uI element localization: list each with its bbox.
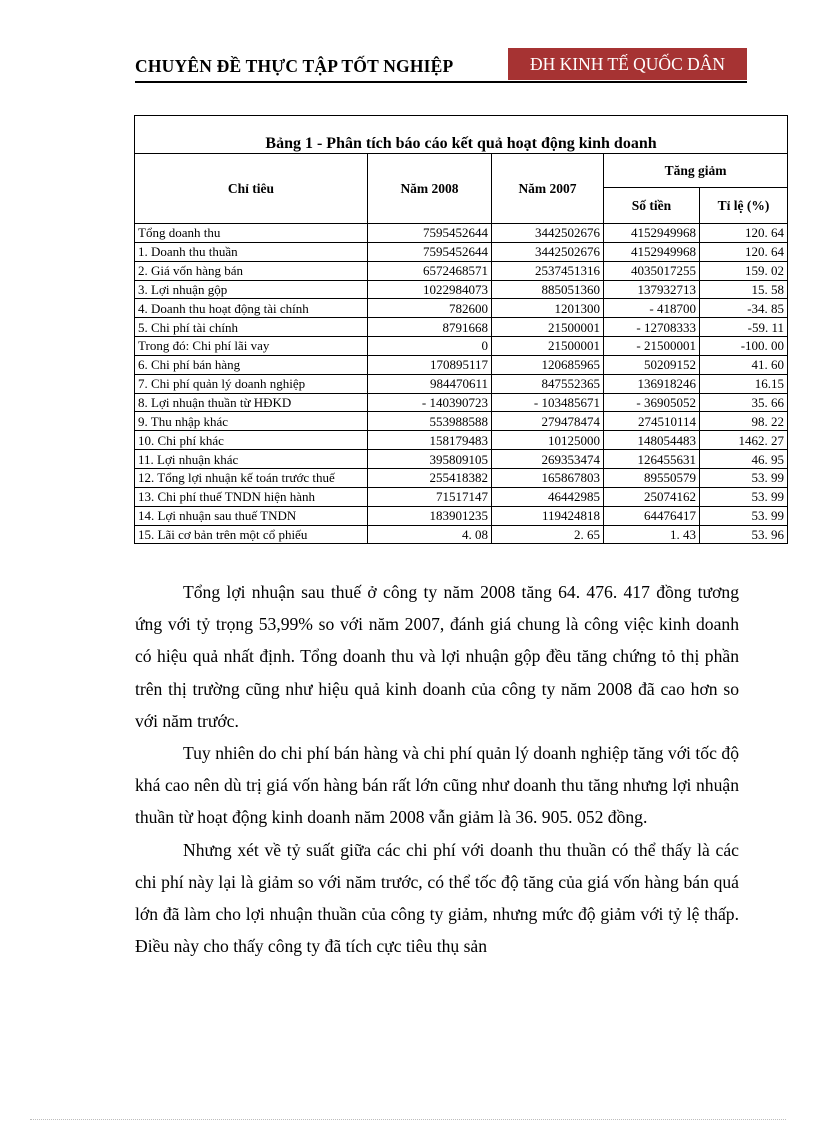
cell-amount: 126455631	[604, 450, 700, 469]
row-label: Trong đó: Chi phí lãi vay	[135, 337, 368, 356]
page-bottom-dotted-line	[30, 1119, 786, 1120]
table-row	[135, 318, 788, 337]
cell-2007: 165867803	[492, 468, 604, 487]
table-row	[135, 525, 788, 544]
header-university-badge: ĐH KINH TẾ QUỐC DÂN	[508, 48, 747, 80]
row-label: 1. Doanh thu thuần	[135, 242, 368, 261]
cell-2008: 984470611	[368, 374, 492, 393]
cell-2007: 119424818	[492, 506, 604, 525]
row-label: 10. Chi phí khác	[135, 431, 368, 450]
row-label: 2. Giá vốn hàng bán	[135, 261, 368, 280]
row-label: 13. Chi phí thuế TNDN hiện hành	[135, 487, 368, 506]
cell-2008: 158179483	[368, 431, 492, 450]
table-row	[135, 487, 788, 506]
cell-amount: 4152949968	[604, 224, 700, 243]
cell-2007: 21500001	[492, 318, 604, 337]
cell-amount: 4035017255	[604, 261, 700, 280]
table-row	[135, 261, 788, 280]
cell-amount: 25074162	[604, 487, 700, 506]
table-row	[135, 337, 788, 356]
cell-ratio: 15. 58	[700, 280, 788, 299]
row-label: 9. Thu nhập khác	[135, 412, 368, 431]
cell-2008: 395809105	[368, 450, 492, 469]
cell-2008: 4. 08	[368, 525, 492, 544]
header-year-2007: Năm 2007	[492, 154, 604, 224]
header-thesis-title: CHUYÊN ĐỀ THỰC TẬP TỐT NGHIỆP	[135, 56, 454, 76]
cell-2007: 3442502676	[492, 242, 604, 261]
row-label: 6. Chi phí bán hàng	[135, 355, 368, 374]
table-row	[135, 280, 788, 299]
cell-2007: 885051360	[492, 280, 604, 299]
row-label: 5. Chi phí tài chính	[135, 318, 368, 337]
header-amount: Số tiền	[604, 188, 700, 224]
cell-ratio: 53. 99	[700, 487, 788, 506]
cell-2008: 7595452644	[368, 242, 492, 261]
cell-ratio: 53. 99	[700, 468, 788, 487]
cell-2007: 2537451316	[492, 261, 604, 280]
cell-amount: 89550579	[604, 468, 700, 487]
cell-amount: 274510114	[604, 412, 700, 431]
cell-2008: 1022984073	[368, 280, 492, 299]
cell-amount: 50209152	[604, 355, 700, 374]
cell-amount: - 21500001	[604, 337, 700, 356]
table-row	[135, 224, 788, 243]
cell-amount: - 36905052	[604, 393, 700, 412]
cell-amount: 136918246	[604, 374, 700, 393]
row-label: 8. Lợi nhuận thuần từ HĐKD	[135, 393, 368, 412]
header-year-2008: Năm 2008	[368, 154, 492, 224]
table-row	[135, 299, 788, 318]
cell-2008: 71517147	[368, 487, 492, 506]
table-row	[135, 242, 788, 261]
cell-2007: 269353474	[492, 450, 604, 469]
header-change: Tăng giảm	[604, 154, 788, 188]
cell-2008: - 140390723	[368, 393, 492, 412]
cell-ratio: -59. 11	[700, 318, 788, 337]
cell-amount: 148054483	[604, 431, 700, 450]
cell-ratio: 53. 99	[700, 506, 788, 525]
row-label: 4. Doanh thu hoạt động tài chính	[135, 299, 368, 318]
cell-ratio: 120. 64	[700, 224, 788, 243]
cell-2007: 1201300	[492, 299, 604, 318]
table-row	[135, 355, 788, 374]
cell-2008: 0	[368, 337, 492, 356]
analysis-text	[135, 576, 739, 962]
row-label: 12. Tổng lợi nhuận kế toán trước thuế	[135, 468, 368, 487]
table-row	[135, 393, 788, 412]
cell-2007: 10125000	[492, 431, 604, 450]
cell-2007: 847552365	[492, 374, 604, 393]
table-title: Bảng 1 - Phân tích báo cáo kết quả hoạt động kinh doanh	[135, 116, 788, 154]
cell-amount: 137932713	[604, 280, 700, 299]
row-label: Tổng doanh thu	[135, 224, 368, 243]
page-header	[135, 48, 747, 82]
cell-2008: 7595452644	[368, 224, 492, 243]
cell-amount: 1. 43	[604, 525, 700, 544]
cell-ratio: 53. 96	[700, 525, 788, 544]
table-row	[135, 412, 788, 431]
cell-2008: 255418382	[368, 468, 492, 487]
table-row	[135, 450, 788, 469]
row-label: 3. Lợi nhuận gộp	[135, 280, 368, 299]
table-row	[135, 374, 788, 393]
row-label: 7. Chi phí quản lý doanh nghiệp	[135, 374, 368, 393]
cell-ratio: 41. 60	[700, 355, 788, 374]
cell-ratio: 1462. 27	[700, 431, 788, 450]
cell-2007: 279478474	[492, 412, 604, 431]
cell-ratio: 159. 02	[700, 261, 788, 280]
cell-2008: 183901235	[368, 506, 492, 525]
cell-2007: 120685965	[492, 355, 604, 374]
table-row	[135, 468, 788, 487]
row-label: 11. Lợi nhuận khác	[135, 450, 368, 469]
row-label: 15. Lãi cơ bản trên một cổ phiếu	[135, 525, 368, 544]
cell-ratio: 35. 66	[700, 393, 788, 412]
cell-ratio: 98. 22	[700, 412, 788, 431]
row-label: 14. Lợi nhuận sau thuế TNDN	[135, 506, 368, 525]
cell-2008: 6572468571	[368, 261, 492, 280]
paragraph-2: Tuy nhiên do chi phí bán hàng và chi phí quản lý doanh nghiệp tăng với tốc độ khá cao nên dù trị giá vốn hàng bán rất lớn cũng như doanh thu tăng nhưng lợi nhuận thuần từ hoạt động kinh doanh năm 2008 vẫn giảm là 36. 905. 052 đồng.	[135, 743, 739, 828]
cell-2008: 782600	[368, 299, 492, 318]
cell-ratio: 120. 64	[700, 242, 788, 261]
header-ratio: Tỉ lệ (%)	[700, 188, 788, 224]
table-row	[135, 506, 788, 525]
cell-2007: 2. 65	[492, 525, 604, 544]
cell-2008: 8791668	[368, 318, 492, 337]
business-results-table	[134, 115, 788, 544]
header-item: Chỉ tiêu	[135, 154, 368, 224]
cell-ratio: 16.15	[700, 374, 788, 393]
cell-amount: - 12708333	[604, 318, 700, 337]
cell-ratio: -34. 85	[700, 299, 788, 318]
cell-2008: 170895117	[368, 355, 492, 374]
cell-ratio: -100. 00	[700, 337, 788, 356]
paragraph-1: Tổng lợi nhuận sau thuế ở công ty năm 2008 tăng 64. 476. 417 đồng tương ứng với tỷ trọng 53,99% so với năm 2007, đánh giá chung là công việc kinh doanh có hiệu quả nhất định. Tổng doanh thu và lợi nhuận gộp đều tăng chứng tỏ thị phần trên thị trường cũng như hiệu quả kinh doanh của công ty năm 2008 đã cao hơn so với năm trước.	[135, 582, 739, 731]
cell-amount: - 418700	[604, 299, 700, 318]
cell-amount: 64476417	[604, 506, 700, 525]
cell-2007: 3442502676	[492, 224, 604, 243]
table-row	[135, 431, 788, 450]
cell-ratio: 46. 95	[700, 450, 788, 469]
cell-amount: 4152949968	[604, 242, 700, 261]
header-divider	[135, 81, 747, 83]
cell-2008: 553988588	[368, 412, 492, 431]
cell-2007: 21500001	[492, 337, 604, 356]
cell-2007: - 103485671	[492, 393, 604, 412]
paragraph-3: Nhưng xét về tỷ suất giữa các chi phí với doanh thu thuần có thể thấy là các chi phí này lại là giảm so với năm trước, có thể tốc độ tăng của giá vốn hàng bán quá lớn đã làm cho lợi nhuận thuần của công ty giảm, nhưng mức độ giảm với tỷ lệ thấp. Điều này cho thấy công ty đã tích cực tiêu thụ sản	[135, 839, 739, 957]
cell-2007: 46442985	[492, 487, 604, 506]
